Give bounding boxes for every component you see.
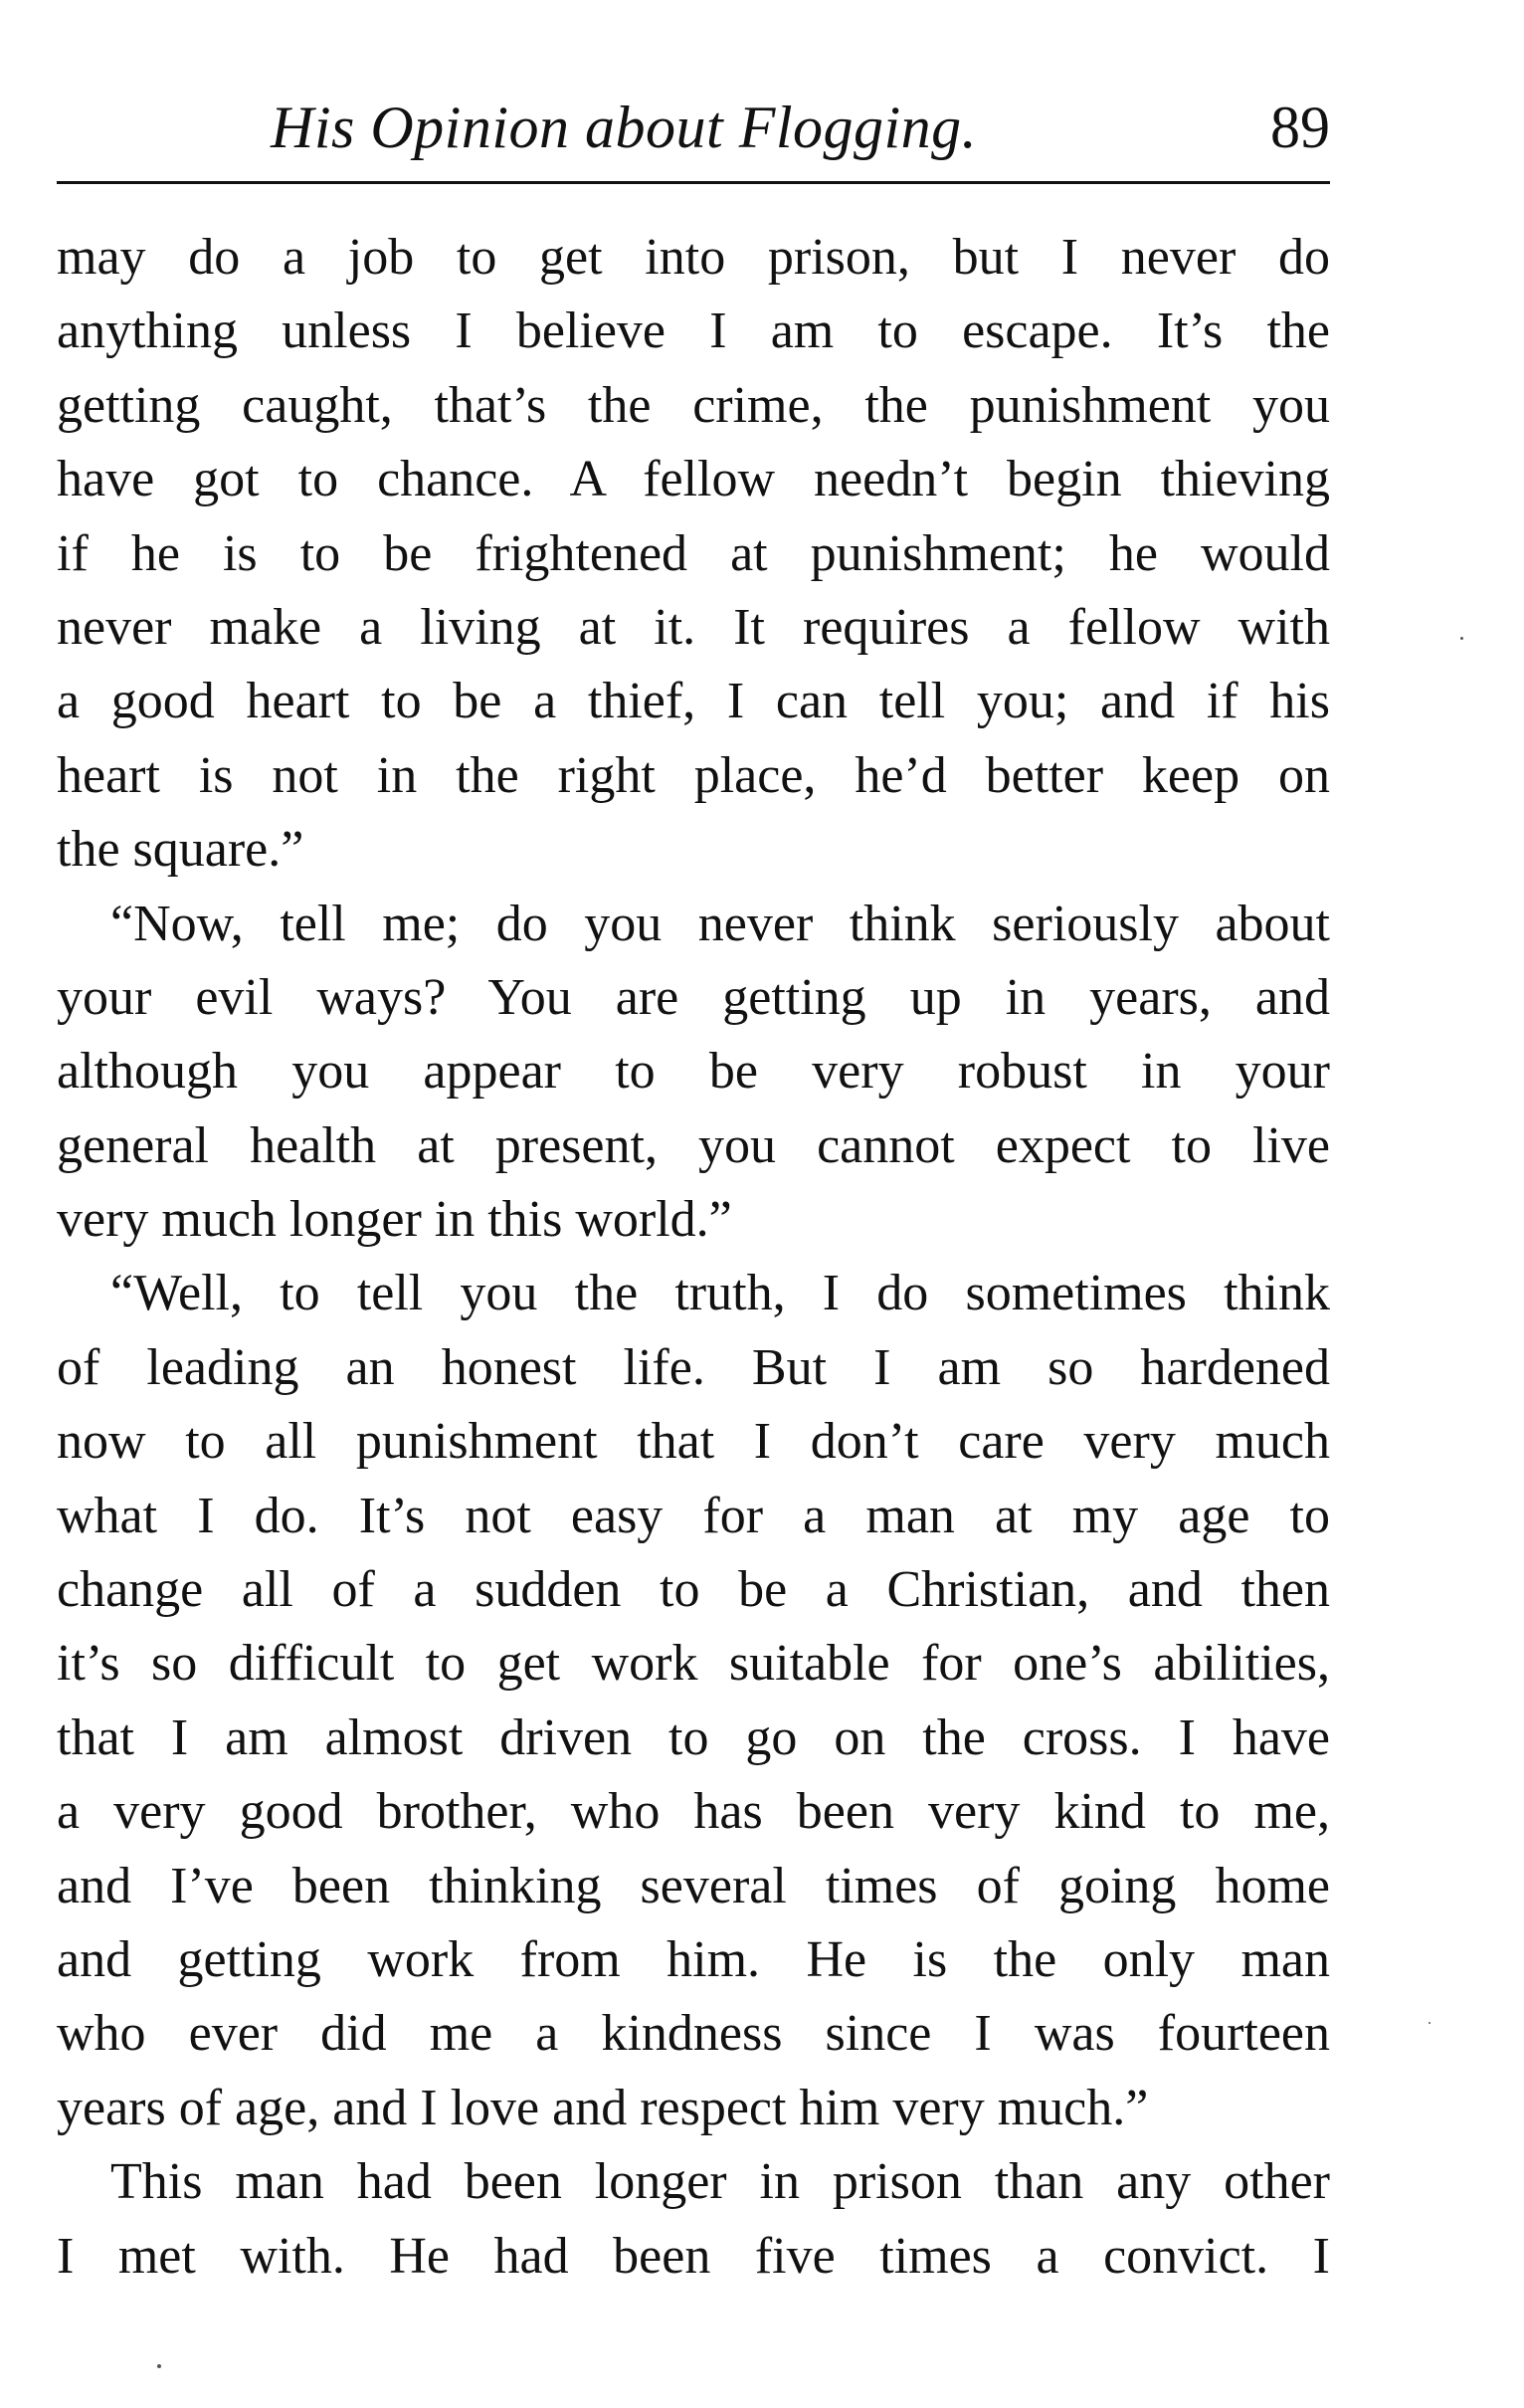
text-line: change all of a sudden to be a Christian, and then	[57, 1561, 1330, 1619]
text-line: very much longer in this world.”	[57, 1191, 732, 1249]
paragraph-first-line: This man had been longer in prison than any other	[110, 2153, 1330, 2211]
paragraph-first-line: “Well, to tell you the truth, I do sometimes think	[110, 1265, 1330, 1322]
text-line: that I am almost driven to go on the cross. I have	[57, 1708, 1330, 1766]
paper-speck	[1429, 2022, 1430, 2024]
text-line: and I’ve been thinking several times of going home	[57, 1857, 1330, 1914]
text-line: getting caught, that’s the crime, the punishment you	[57, 376, 1330, 434]
text-line: it’s so difficult to get work suitable for one’s abilities,	[57, 1635, 1330, 1693]
text-line: although you appear to be very robust in your	[57, 1043, 1330, 1101]
paragraph-first-line: “Now, tell me; do you never think seriously about	[110, 895, 1330, 952]
text-line: and getting work from him. He is the only man	[57, 1930, 1330, 1988]
text-line: of leading an honest life. But I am so hardened	[57, 1338, 1330, 1396]
paper-speck	[1460, 637, 1463, 640]
text-line: your evil ways? You are getting up in years, and	[57, 968, 1330, 1026]
text-line: years of age, and I love and respect him very much.”	[57, 2079, 1149, 2136]
paper-speck	[157, 2364, 161, 2368]
text-line: may do a job to get into prison, but I never do	[57, 229, 1330, 286]
page-number: 89	[1270, 95, 1330, 160]
running-head	[57, 80, 1330, 179]
header-rule	[57, 181, 1330, 184]
text-line: never make a living at it. It requires a fellow with	[57, 598, 1330, 656]
text-line: a good heart to be a thief, I can tell you; and if his	[57, 673, 1330, 730]
text-line: the square.”	[57, 821, 304, 879]
text-line: anything unless I believe I am to escape. It’s the	[57, 302, 1330, 360]
text-line: a very good brother, who has been very kind to me,	[57, 1783, 1330, 1841]
text-line: heart is not in the right place, he’d better keep on	[57, 746, 1330, 804]
text-line: general health at present, you cannot expect to live	[57, 1116, 1330, 1174]
text-line: now to all punishment that I don’t care very much	[57, 1413, 1330, 1471]
text-line: who ever did me a kindness since I was fourteen	[57, 2005, 1330, 2063]
text-line: if he is to be frightened at punishment; he would	[57, 524, 1330, 582]
text-line: have got to chance. A fellow needn’t begin thieving	[57, 451, 1330, 508]
running-title: His Opinion about Flogging.	[271, 95, 978, 160]
body-text	[57, 221, 1330, 2294]
text-line: I met with. He had been five times a convict. I	[57, 2227, 1330, 2285]
text-line: what I do. It’s not easy for a man at my age to	[57, 1487, 1330, 1544]
